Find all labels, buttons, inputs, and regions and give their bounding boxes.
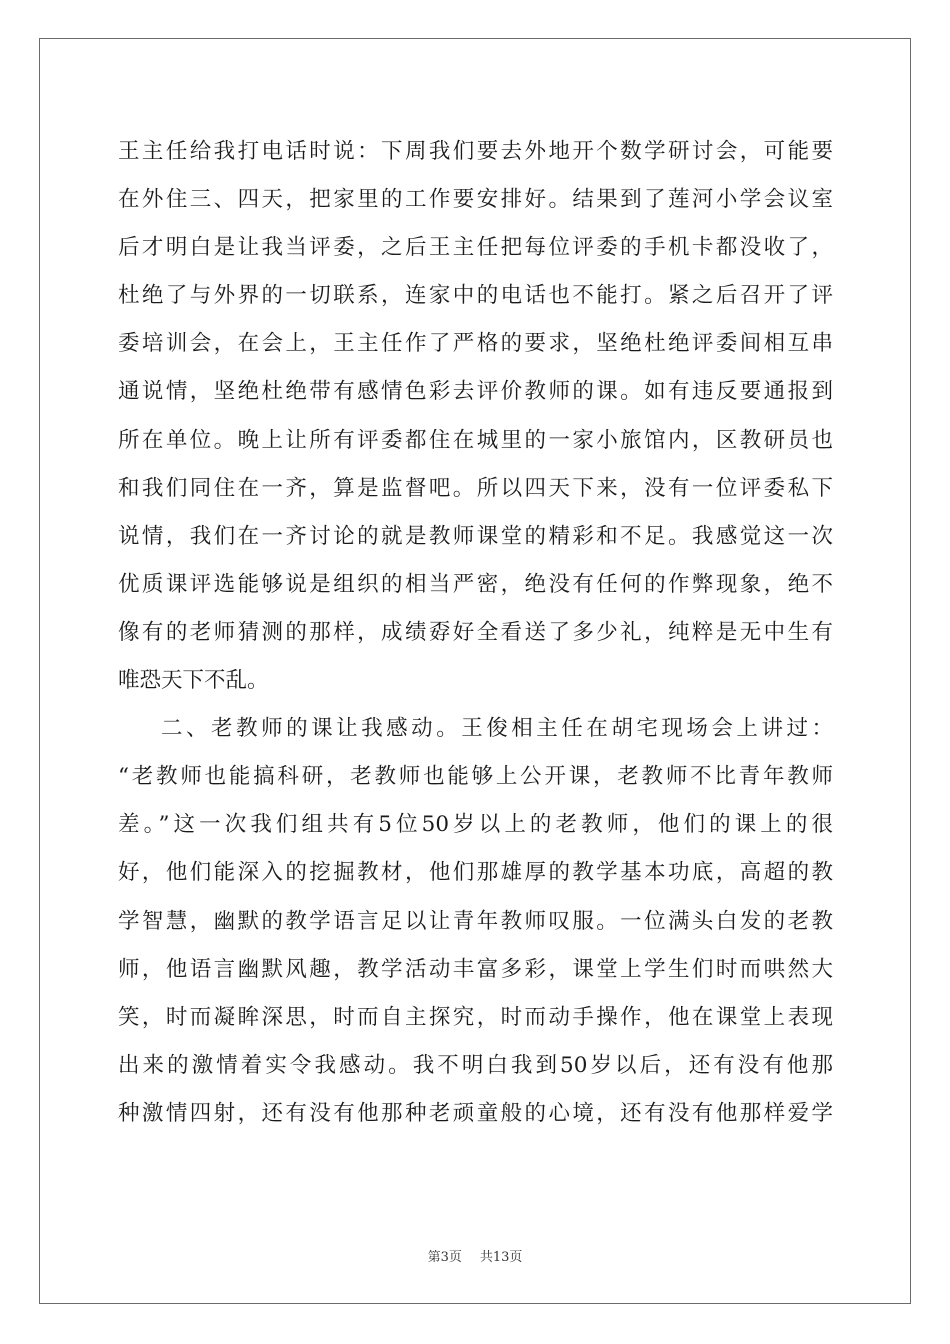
text-line: 王主任给我打电话时说：下周我们要去外地开个数学研讨会，可能要	[118, 139, 833, 164]
text-line: 笑，时而凝眸深思，时而自主探究，时而动手操作，他在课堂上表现	[118, 1004, 833, 1030]
text-line: 说情，我们在一齐讨论的就是教师课堂的精彩和不足。我感觉这一次	[118, 523, 833, 549]
page-footer	[0, 1246, 950, 1265]
text-line: “老教师也能搞科研，老教师也能够上公开课，老教师不比青年教师	[118, 764, 833, 790]
text-line: 出来的激情着实令我感动。我不明白我到50岁以后，还有没有他那	[118, 1052, 833, 1078]
text-line: 杜绝了与外界的一切联系，连家中的电话也不能打。紧之后召开了评	[118, 283, 833, 309]
page-number: 第3页	[427, 1250, 462, 1265]
text-line: 种激情四射，还有没有他那种老顽童般的心境，还有没有他那样爱学	[118, 1100, 833, 1126]
text-line: 师，他语言幽默风趣，教学活动丰富多彩，课堂上学生们时而哄然大	[118, 956, 833, 982]
text-line: 委培训会，在会上，王主任作了严格的要求，坚绝杜绝评委间相互串	[118, 331, 833, 357]
text-line: 和我们同住在一齐，算是监督吧。所以四天下来，没有一位评委私下	[118, 475, 833, 501]
text-line: 差。”这一次我们组共有5位50岁以上的老教师，他们的课上的很	[118, 812, 833, 838]
text-line: 像有的老师猜测的那样，成绩孬好全看送了多少礼，纯粹是无中生有	[118, 619, 833, 645]
text-line: 在外住三、四天，把家里的工作要安排好。结果到了莲河小学会议室	[118, 187, 833, 213]
text-line: 所在单位。晚上让所有评委都住在城里的一家小旅馆内，区教研员也	[118, 427, 833, 453]
text-line: 唯恐天下不乱。	[118, 668, 269, 694]
document-body	[118, 128, 833, 1138]
paragraph-start-line: 二、老教师的课让我感动。王俊相主任在胡宅现场会上讲过：	[161, 716, 833, 742]
text-line: 后才明白是让我当评委，之后王主任把每位评委的手机卡都没收了，	[118, 235, 833, 261]
text-line: 通说情，坚绝杜绝带有感情色彩去评价教师的课。如有违反要通报到	[118, 379, 833, 405]
text-line: 优质课评选能够说是组织的相当严密，绝没有任何的作弊现象，绝不	[118, 571, 833, 597]
text-line: 学智慧，幽默的教学语言足以让青年教师叹服。一位满头白发的老教	[118, 908, 833, 934]
total-pages: 共13页	[479, 1250, 523, 1265]
text-line: 好，他们能深入的挖掘教材，他们那雄厚的教学基本功底，高超的教	[118, 860, 833, 886]
